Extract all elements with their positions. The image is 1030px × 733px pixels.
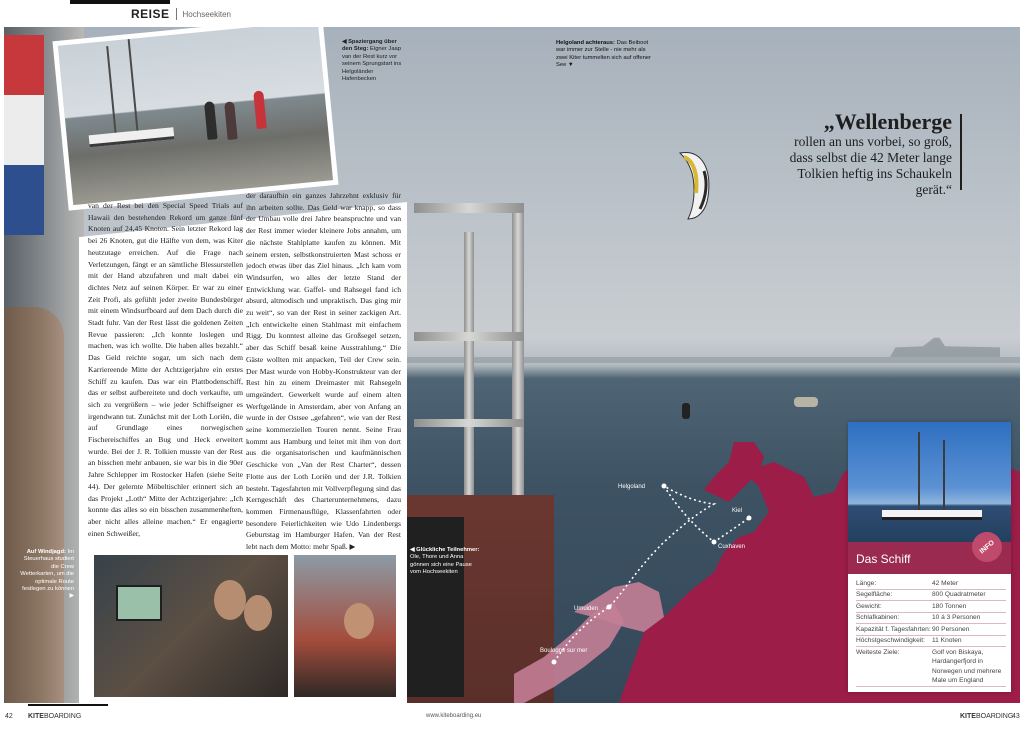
caption-title: ◀ Glückliche Teilnehmer: — [410, 547, 480, 553]
info-row-value: 800 Quadratmeter — [932, 591, 986, 598]
info-row-value: 180 Tonnen — [932, 602, 967, 610]
top-rule — [70, 0, 170, 4]
pull-quote-first: „Wellenberge — [823, 109, 952, 134]
info-table — [856, 578, 1006, 687]
caption-title: Helgoland achteraus: — [556, 40, 615, 46]
railing-bar — [414, 332, 524, 341]
info-row-key: Länge: — [856, 579, 877, 587]
wheelhouse-photo — [94, 555, 288, 697]
crew-face — [244, 595, 272, 631]
article-column-2: der daraufhin ein ganzes Jahrzehnt exklusiv für ihn arbeiten sollte. Das Geld war knapp, so dass der Umbau volle drei Jahre beanspruchte und van der Rest immer wieder kleinere Jobs annahm, um die nächste Stahlplatte kaufen zu können. Mit seinem ersten, selbstkonstruierten Mast schoss er jedoch etwas über das Ziel hinaus. „Ich kam vom Windsurfen, wo alles der letzte Stand der Entwicklung war. Gaffel- und Rahsegel fand ich absurd, altmodisch und unpraktisch. Das ging mir zu weit“, so van der Rest in seiner zackigen Art. „Ich entwickelte einen Stahlmast mit einfachem Rigg. Du konntest alleine das Großsegel setzen, aber das Schiff besaß keine Ausstrahlung.“ Die Gäste wollten mit anpacken, Teil der Crew sein. Der Mast wurde von Hobby-Konstrukteur van der Rest hin zu einem Dreimaster mit Rahsegeln umgeändert. Gewerkelt wurde auf einem alten Werftgelände in Amsterdam, aber von Anfang an wurde in der Ostsee „gefahren“, wie van der Rest seine kommerziellen Touren nennt. Seine Frau kommt aus Hamburg und leitet mit ihm von dort aus die organisatorischen und kaufmännischen Geschicke von „Van der Rest Charter“, dessen Flotte aus der Loth Loriën und der J.R. Tolkien besteht. Tagesfahrten mit Vollverpflegung sind das Kerngeschäft des Charterunternehmens, dazu kommen Firmenausflüge, Klassenfahrten oder besondere Feierlichkeiten wie Udo Lindenbergs Geburtstag im Hamburger Hafen. Van der Rest lebt nach dem Motto: mehr Spaß. ▶ — [246, 191, 401, 552]
dinghy-boat — [794, 397, 818, 407]
flag-white-stripe — [4, 95, 44, 165]
map-label-umuiden: Umuiden — [574, 606, 599, 612]
info-row — [856, 636, 1006, 648]
ship-mast — [918, 432, 920, 512]
kiter-figure — [682, 403, 690, 419]
info-row-key: Schlafkabinen: — [856, 614, 900, 621]
caption-text: Eigner Jaap van der Rest kurz vor seinem Sprungstart ins Helgoländer Hafenbecken — [342, 46, 402, 83]
harbor-photo — [52, 27, 338, 211]
caption-text: Das Beiboot war immer zur Stelle - nie mehr als zwei Kiter tummelten sich auf offener See ▼ — [556, 40, 651, 69]
info-row-value: 90 Personen — [932, 625, 970, 633]
page-number-right: 43 — [1012, 713, 1020, 720]
flag-red-stripe — [4, 35, 44, 95]
caption-title: ◀ Spaziergang über den Steg: — [342, 39, 397, 53]
person-figure — [253, 90, 267, 129]
info-row — [856, 624, 1006, 636]
info-row-value: 11 Knoten — [932, 637, 962, 644]
person-figure — [204, 101, 218, 140]
info-row-value: 10 á 3 Personen — [932, 614, 981, 621]
caption-text: Im Steuerhaus studiert die Crew Wetterkarten, um die optimale Route festlegen zu können ▶ — [20, 549, 74, 600]
article-column-1: van der Rest bei den Special Speed Trials auf Hawaii den bestehenden Rekord um ganze fünf Knoten auf 24,45 Knoten. Sein letzter Rekord lag bei 26 Knoten, gut die Hälfte von dem, was Kiter heutzutage erreichen. Auf die Frage nach Verletzungen, fängt er an sämtliche Blessurstellen mit der Hand abzufahren und malt dabei ein dichtes Netz auf seinen Körper. Er war zu einer Zeit Profi, als gefühlt jeder zweite Bundesbürger mit einem Windsurfboard auf dem Dach durch die Stadt fuhr. Van der Rest lässt die goldenen Zeiten Revue passieren: „Ich konnte loslegen und machen, was ich wollte. Die haben alles bezahlt.“ Das Geld reichte sogar, um sich nach dem Karriereende Mitte der Achtzigerjahre ein erstes Schiff zu kaufen. Das war ein Plattbodenschiff, das er selbst aufbereitete und doch verkaufte, um sich zu vergrößern – wie jeder Schiffseigner es irgendwann tut. Zunächst mit der Loth Loriën, die auf Grundlage eines norwegischen Fischereischiffes an Bug und Heck erweitert wurde. Bei der J. R. Tolkien musste van der Rest an bisschen mehr anbauen, sie war bis in die 90er Jahre Schlepper im Rostocker Hafen (siehe Seite 44). Der gelernte Möbeltischler erinnert sich an das Projekt „Loth“ Mitte der Achtzigerjahre: „Ich konnte das alles so ein bisschen zusammenheften, aber nicht alles alleine machen.“ Er engagierte einen Schweißer, — [88, 201, 243, 538]
caption-helgoland — [556, 40, 656, 70]
info-row — [856, 590, 1006, 602]
person-figure — [224, 101, 238, 140]
info-row — [856, 578, 1006, 590]
ship-mast — [943, 440, 945, 512]
section-title: REISE — [131, 7, 170, 21]
info-row — [856, 613, 1006, 625]
crew-photo — [294, 555, 396, 697]
map-label-kiel: Kiel — [732, 508, 743, 514]
ship-hull — [89, 127, 175, 147]
info-row-key: Segelfläche: — [856, 591, 893, 598]
map-label-cuxhaven: Cuxhaven — [718, 544, 746, 550]
dark-foreground — [404, 517, 464, 697]
map-denmark — [704, 442, 764, 502]
info-badge: INFO — [966, 526, 1008, 568]
railing-bar — [414, 203, 524, 213]
section-divider — [176, 8, 177, 20]
flag-blue-stripe — [4, 165, 44, 235]
caption-windjagd — [18, 549, 74, 601]
info-title: Das Schiff — [848, 542, 1011, 574]
distant-ship-silhouette — [890, 333, 1000, 357]
section-subtitle: Hochseekiten — [182, 9, 231, 19]
info-row-key: Höchstgeschwindigkeit: — [856, 637, 925, 644]
caption-text: Ole, Thore und Anna gönnen sich eine Pause vom Hochseekiten — [410, 554, 472, 576]
pull-quote-rule — [960, 114, 962, 190]
kite-icon — [674, 149, 712, 221]
info-row-key: Kapazität f. Tagesfahrten: — [856, 625, 931, 633]
caption-teilnehmer — [410, 547, 480, 577]
map-label-boulogne: Boulogne sur mer — [540, 648, 588, 654]
person-silhouette — [4, 307, 64, 703]
magazine-logo-left: KITEBOARDING — [28, 713, 82, 720]
section-header — [131, 7, 231, 21]
railing-post — [464, 232, 474, 502]
footer-rule — [28, 704, 108, 706]
magazine-logo-right: KITEBOARDING — [960, 713, 1014, 720]
info-row-value: Golf von Biskaya, Hardangerfjord in Norwegen und mehrere Male um England — [932, 648, 1002, 684]
info-row-key: Weiteste Ziele: — [856, 648, 900, 656]
info-row — [856, 647, 1006, 687]
page-number-left: 42 — [5, 713, 13, 720]
pull-quote-rest: rollen an uns vorbei, so groß, dass selbst die 42 Meter lange Tolkien heftig ins Schaukeln gerät.“ — [789, 134, 952, 197]
map-label-helgoland: Helgoland — [618, 484, 646, 490]
info-row — [856, 601, 1006, 613]
horizon-line — [404, 357, 1020, 363]
crew-face — [214, 580, 246, 620]
info-row-value: 42 Meter — [932, 579, 959, 587]
info-row-key: Gewicht: — [856, 602, 882, 610]
pull-quote — [770, 110, 952, 198]
navigation-screen — [116, 585, 162, 621]
info-ship-photo — [848, 422, 1011, 542]
railing-bar — [414, 419, 524, 427]
caption-steg — [342, 39, 402, 83]
ship-mast — [106, 46, 117, 136]
caption-title: Auf Windjagd: — [26, 549, 66, 555]
ship-hull — [882, 510, 982, 520]
crew-face — [344, 603, 374, 639]
ship-mast — [128, 39, 139, 134]
magazine-url: www.kiteboarding.eu — [426, 713, 482, 719]
